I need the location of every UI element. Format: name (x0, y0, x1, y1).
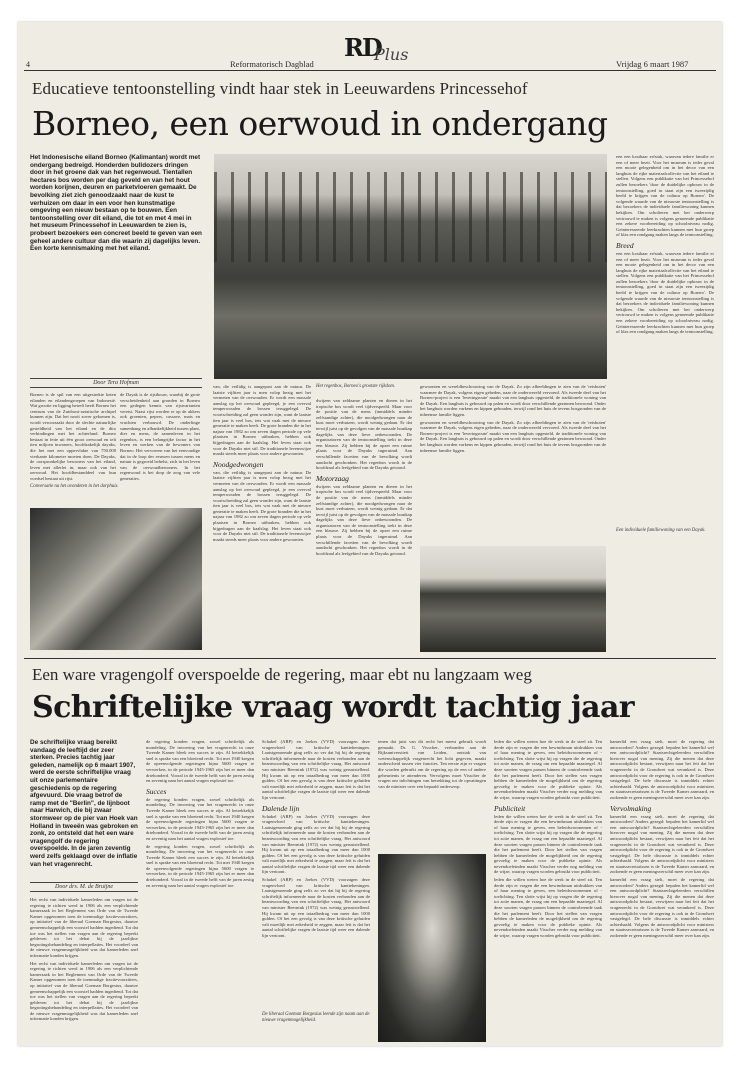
column-text: kamerlid een vraag stelt, moet de regering dat antwoorden? Anders gezegd: bepalen het kamerlid wel een antwoordplicht? Staatsrechtgeleerden verschillen hierover nogal van mening. Zij die menen dat deze antwoordplicht bestaat, verwijzen naar het feit dat het vragenrecht in de Grondwet wat verankerd is. Deze antwoordplicht voor de regering is ook in de Grondwet vastgelegd. De hele discussie is inmiddels echter achterhaald. Volgens de antwoordplicht voor ministers en staatssecretarissen is de Tweede Kamer aanvaard, en zodoende er geen meningsverschil meer over kan zijn. (610, 877, 714, 938)
issue-date: Vrijdag 6 maart 1987 (616, 59, 689, 69)
photo-caption-conversation: Conversatie na het avondeten in het dorphuis. (30, 484, 119, 489)
column-text: Het recht van individuele kamerleden om vragen tot de regering te richten werd in 1906 als een verplichtende kamerzaak in het Reglement van Orde van de Tweede Kamer opgenomen toen de toenmalige fractievoorzitters, op initiatief van de liberaal Goeman Borgesius, daartoe gemeenschappelijk een voorstel hadden ingediend. Tot dat toe was het stellen van vragen aan de regering beperkt gebleven tot het debat bij de jaarlijkse begrotingsbehandeling en interpellaties. Het voordeel van de nieuwe vragenmogelijkheid was dat kamerleden snel informatie konden krijgen. (30, 960, 138, 1022)
article1-byline: Door Tera Hofman (30, 378, 202, 388)
subhead-dalende-lijn: Dalende lijn (262, 803, 300, 813)
column-text: de regering konden vragen, zowel schriftelijk als mondeling. De invoering van het vragenrecht in onze Tweede Kamer bleek een succes te zijn. Al betrekkelijk snel is sprake van een bloeiend recht. Tot met 1940 kregen de opeenvolgende regeringen bijna 5600 vragen te verwerken, in de periode 1945-1965 zijn het er meer dan driehonderd. Vooral in de tweede helft van de jaren zestig en zeventig nam het aantal vragen explosief toe. (146, 843, 254, 888)
newspaper-name: Reformatorisch Dagblad (230, 59, 314, 69)
column-text: leden die willen weten hoe de werk in de steel zit. Ten derde zijn er vragen die een bewindsman uitdrukken van of haar mening te geven, een beleidsvoornemen of -toelichting. Ten slotte wijst hij op vragen die de regering tot actie manen, de vraag om een bepaalde maatregel. Al deze soorten vragen passen binnen de controlerende taak die het parlement heeft. Door het stellen van vragen hebben de kamerleden de mogelijkheid om de regering gevoelig te maken voor de publieke opinie. Als nevendoeleinden maakt Visscher verder nog melding van de wijze, waarop vragen worden gebruikt voor publiciteit. (494, 813, 602, 875)
article1-column-5 (420, 384, 606, 544)
article1-lead: Het Indonesische eiland Borneo (Kalimantan) wordt met ondergang bedreigd. Honderden bulldozers dringen door in het groene dak van het regenwoud. Tientallen hectares bos worden per dag geveld en van het hout worden korijnen, deuren en parketvloeren gemaakt. De bevolking ziet zich genoodzaakt naar de kust te verhuizen om daar in een voor hen kunstmatige omgeving een nieuw bestaan op te bouwen. Een tentoonstelling over dit eiland, die tot en met 4 mei in het museum Princessehof in Leeuwarden te zien is, probeert bezoekers een concreet beeld te geven van een geheel andere cultuur dan die waarin zij dagelijks leven. Een korte kennismaking met het eiland. (30, 154, 202, 253)
subhead-motorzaag: Motorzaag (316, 473, 349, 483)
article2-kicker: Een ware vragengolf overspoelde de regering, maar ebt nu langzaam weg (32, 665, 532, 684)
column-text: leden die willen weten hoe de werk in de steel zit. Ten derde zijn er vragen die een bewindsman uitdrukken van of haar mening te geven, een beleidsvoornemen of -toelichting. Ten slotte wijst hij op vragen die de regering tot actie manen, de vraag om een bepaalde maatregel. Al deze soorten vragen passen binnen de controlerende taak die het parlement heeft. Door het stellen van vragen hebben de kamerleden de mogelijkheid om de regering gevoelig te maken voor de publieke opinie. Als nevendoeleinden maakt Visscher verder nog melding van de wijze, waarop vragen worden gebruikt voor publiciteit. (494, 877, 602, 938)
column-text: de regering konden vragen, zowel schriftelijk als mondeling. De invoering van het vragenrecht in onze Tweede Kamer bleek een succes te zijn. Al betrekkelijk snel is sprake van een bloeiend recht. Tot met 1940 kregen de opeenvolgende regeringen bijna 5600 vragen te verwerken, in de periode 1945-1965 zijn het er meer dan driehonderd. Vooral in de tweede helft van de jaren zestig en zeventig nam het aantal vragen explosief toe. (146, 796, 254, 841)
article2-column-6 (610, 739, 714, 1042)
column-text: Schakel (ARP) en Joekes (VVD) voorzagen deze vragenvloed van kritische kanttekeningen. Laatstgenoemde ging zelfs zo ver dat hij bij de regering schriftelijk informeerde naar de kosten verbonden aan de beantwoording van een schriftelijke vraag. Het antwoord van minister Beernink (1972) was weinig geruststellend. Hij kwam uit op een totaalbedrag van meer dan 1000 gulden. Of het een gevolg is van deze kritische geluiden valt moeilijk met zekerheid te zeggen, maar feit is dat het aantal schriftelijke vragen de laatste tijd weer een dalende lijn vertoont. (262, 877, 370, 938)
masthead-logo-plus: Plus (374, 45, 409, 64)
page-number: 4 (26, 60, 30, 69)
article1-column-1 (30, 392, 116, 481)
article2-column-5 (494, 739, 602, 1042)
column-text: de Dayak is de rijstbouw, waarbij de grote verscheidenheid aan gronden in Borneo een gedegen kennis van rijstvarianten vereist. Naast rijst worden er op de akkers ook groenten, pepers, cassave, mais en vruchten verbouwd. De onderlinge samenhang en afhankelijkheid tussen plant, dier en mens, de samenleven in het regenbos, is een belangrijke factor in het leven en werken van de bewoners van Borneo. Het vervoeren van het eenvoudige dat in de loop der eeuwen tussen mens en natuur is gegroeid behelst, zich in het leven van de oerwoudbewoners. In het regenwoud is het dorp de zorg van vele generaties. (120, 392, 200, 481)
column-text: dwijzen van zeldzame planten en dieren in het tropische bos wordt veel tijdverspeeld. Maar voor de positie van de mens (inmiddels minder zelfstandige achter), die noodgedwongen naar de kust moet verhuizen, wordt weinig gedaan. Er dat terwijl juist op de gevolgen van de massale houtkap dagelijks van deze lieve onbewoonden. De organisatoren van de tentoonstelling trekt in deze een blauwe. Zij hebben bij de opzet een ruime plaats voor de Dayaks ingeruimd. Aan verschillende facetten van de bevolking wordt aandacht geschonken. Het regenbos wordt in de hoofdzaal als leefgebied van de Dayaks getoond. (316, 483, 412, 556)
column-text: leden die willen weten hoe de werk in de steel zit. Ten derde zijn er vragen die een bewindsman uitdrukken van of haar mening te geven, een beleidsvoornemen of -toelichting. Ten slotte wijst hij op vragen die de regering tot actie manen, de vraag om een bepaalde maatregel. Al deze soorten vragen passen binnen de controlerende taak die het parlement heeft. Door het stellen van vragen hebben de kamerleden de mogelijkheid om de regering gevoelig te maken voor de publieke opinie. Als nevendoeleinden maakt Visscher verder nog melding van de wijze, waarop vragen worden gebruikt voor publiciteit. (494, 739, 602, 800)
subhead-noodgedwongen: Noodgedwongen (213, 459, 264, 469)
article2-column-4 (378, 739, 486, 851)
article2-column-2 (146, 739, 254, 1042)
subhead-succes: Succes (146, 786, 167, 796)
newspaper-page (18, 22, 722, 1046)
masthead-logo-letters: RD (344, 33, 381, 62)
header-rule (24, 70, 716, 71)
article1-column-2 (120, 392, 200, 507)
column-text: Het recht van individuele kamerleden om vragen tot de regering te richten werd in 1906 als een verplichtende kamerzaak in het Reglement van Orde van de Tweede Kamer opgenomen toen de toenmalige fractievoorzitters, op initiatief van de liberaal Goeman Borgesius, daartoe gemeenschappelijk een voorstel hadden ingediend. Tot dat toe was het stellen van vragen aan de regering beperkt gebleven tot het debat bij de jaarlijkse begrotingsbehandeling en interpellaties. Het voordeel van de nieuwe vragenmogelijkheid was dat kamerleden snel informatie konden krijgen. (30, 897, 138, 958)
photo-caption-house: Een individuele familiewoning van een Dayak. (616, 528, 706, 533)
column-text: dwijzen van zeldzame planten en dieren in het tropische bos wordt veel tijdverspeeld. Maar voor de positie van de mens (inmiddels minder zelfstandige achter), die noodgedwongen naar de kust moet verhuizen, wordt weinig gedaan. Er dat terwijl juist op de gevolgen van de massale houtkap dagelijks van deze lieve onbewoonden. De organisatoren van de tentoonstelling trekt in deze een blauwe. Zij hebben bij de opzet een ruime plaats voor de Dayaks ingeruimd. Aan verschillende facetten van de bevolking wordt aandacht geschonken. Het regenbos wordt in de hoofdzaal als leefgebied van de Dayaks getoond. (316, 398, 412, 471)
column-text: de regering konden vragen, zowel schriftelijk als mondeling. De invoering van het vragenrecht in onze Tweede Kamer bleek een succes te zijn. Al betrekkelijk snel is sprake van een bloeiend recht. Tot met 1940 kregen de opeenvolgende regeringen bijna 5600 vragen te verwerken, in de periode 1945-1965 zijn het er meer dan driehonderd. Vooral in de tweede helft van de jaren zestig en zeventig nam het aantal vragen explosief toe. (146, 739, 254, 784)
article1-kicker: Educatieve tentoonstelling vindt haar stek in Leeuwardens Princessehof (32, 79, 528, 98)
column-text: tenen dat juist van dit recht het meest gebruik wordt gemaakt. Dr. G. Visscher, verbonden aan de Rijksuniversiteit van Leiden, ontstak van wetenschappelijk vragenrecht het licht gegeven, maakt onderscheid tussen vier functies. Ten eerste zijn er vragen die worden gebruikt om de regering op de een of andere gebeurtenis te attenderen. Vervolgens moet Visscher de vragen om inlichtingen van betrekking tot de opvattingen van de minister over een bepaald onderwerp. (378, 739, 486, 789)
column-text: een een kostbaar erfstuk, waarvan iedere familie er een of meer bezit. Voor het museum is ieder geval een mooie gelegenheid om in het decor van een langhuis de rijke materiaalcollectie van het eiland te stellen. Volgens een publikatie van het Princessehof zullen bezoekers 'door de duidelijke opbouw in de tentoonstelling, goed in staat zijn een tweezijdig beeld te krijgen van de cultuur op Borneo'. De volgende waarde van de nieuwste tentoonstelling is dat bezoekers de individuele familiewoning kunnen bekijken. Om scholieren met het onderwerp vertrouwd te maken is volgens genoemde publikatie een zekere voorbereiding op schoolniveau nodig. Geïnteresseerde leerkrachten kunnen met hun groep of klas een rondgang maken langs de tentoonstelling. (616, 250, 714, 335)
column-text: gewoonten en wereldbeschouwing van de Dayak. Zo zijn afbeeldingen te zien van de 'reisboten' waarmee de Dayak, volgens eigen gebeden, naar de onderwereld vervoerd. Als tweede deel van het Borneo-project is een 'leveringroute' maakt van een langhuis opgesteld, de traditionele woning van de Dayak. Een langhuis is gebouwd op palen en wordt door verschillende gezinnen bewoond. Onder het langhuis worden varkens en kippen gehouden, terwijl rond het huis de tevens bosgronden van de inheemse familie liggen. (420, 384, 606, 417)
column-text: Schakel (ARP) en Joekes (VVD) voorzagen deze vragenvloed van kritische kanttekeningen. Laatstgenoemde ging zelfs zo ver dat hij bij de regering schriftelijk informeerde naar de kosten verbonden aan de beantwoording van een schriftelijke vraag. Het antwoord van minister Beernink (1972) was weinig geruststellend. Hij kwam uit op een totaalbedrag van meer dan 1000 gulden. Of het een gevolg is van deze kritische geluiden valt moeilijk met zekerheid te zeggen, maar feit is dat het aantal schriftelijke vragen de laatste tijd weer een dalende lijn vertoont. (262, 739, 370, 800)
article1-column-6 (616, 154, 714, 524)
article-divider (24, 658, 716, 659)
subhead-breed: Breed (616, 240, 634, 250)
conversation-photo (30, 508, 202, 650)
article2-column-1 (30, 897, 138, 1042)
tree-silhouettes (214, 172, 607, 262)
masthead-logo (340, 33, 409, 66)
column-text: gewoonten en wereldbeschouwing van de Dayak. Zo zijn afbeeldingen te zien van de 'reisboten' waarmee de Dayak, volgens eigen gebeden, naar de onderwereld vervoerd. Als tweede deel van het Borneo-project is een 'leveringroute' maakt van een langhuis opgesteld, de traditionele woning van de Dayak. Een langhuis is gebouwd op palen en wordt door verschillende gezinnen bewoond. Onder het langhuis worden varkens en kippen gehouden, terwijl rond het huis de tevens bosgronden van de inheemse familie liggen. (420, 419, 606, 453)
article1-column-4 (316, 398, 412, 652)
column-text: kamerlid een vraag stelt, moet de regering dat antwoorden? Anders gezegd: bepalen het kamerlid wel een antwoordplicht? Staatsrechtgeleerden verschillen hierover nogal van mening. Zij die menen dat deze antwoordplicht bestaat, verwijzen naar het feit dat het vragenrecht in de Grondwet wat verankerd is. Deze antwoordplicht voor de regering is ook in de Grondwet vastgelegd. De hele discussie is inmiddels echter achterhaald. Volgens de antwoordplicht voor ministers en staatssecretarissen is de Tweede Kamer aanvaard, en zodoende er geen meningsverschil meer over kan zijn. (610, 813, 714, 875)
subhead-vervolmaking: Vervolmaking (610, 803, 652, 813)
article2-headline: Schriftelijke vraag wordt tachtig jaar (32, 690, 635, 725)
column-text: Borneo is de spil van een uitgestrekte keten eilanden en eilandengroepen van Indonesië. Wat grootte en ligging betreft heeft Borneo het centrum van de Zuidoost-aziatische archipel kunnen zijn. Dat het nooit zover gekomen is, wordt veroorzaakt door de slechte natuurlijke gesteldheid van het eiland en de dito verbindingen met het achterland. Borneo bestaat in feite uit één groot oerwoud en telt tien miljoen inwoners, hoofdzakelijk dayaks, die het met een oppervlakte van 750.000 vierkante kilometer moeten doen. De Dayaks, de oorspronkelijke bewoners van het eiland, leven met allerlei in, maar ook van het oerwoud. Het hoofdbestanddeel van hun voedsel bestaat uit rijst. (30, 392, 116, 481)
article2-byline: Door drs. M. de Bruijne (30, 882, 138, 892)
dayak-house-photo (420, 546, 606, 652)
article1-headline: Borneo, een oerwoud in ondergang (32, 104, 608, 143)
photo-caption-rainforest: Het regenbos, Borneo's grootste rijkdom. (316, 384, 396, 389)
article2-column-3 (262, 739, 370, 1009)
borgesius-portrait (378, 854, 486, 1042)
photo-caption-borgesius: De liberaal Goeman Borgesius leende zijn naam aan de nieuwe vragenmogelijkheid. (262, 1012, 370, 1023)
subhead-publiciteit: Publiciteit (494, 803, 526, 813)
article1-column-3 (213, 384, 311, 652)
column-text: Schakel (ARP) en Joekes (VVD) voorzagen deze vragenvloed van kritische kanttekeningen. Laatstgenoemde ging zelfs zo ver dat hij bij de regering schriftelijk informeerde naar de kosten verbonden aan de beantwoording van een schriftelijke vraag. Het antwoord van minister Beernink (1972) was weinig geruststellend. Hij kwam uit op een totaalbedrag van meer dan 1000 gulden. Of het een gevolg is van deze kritische geluiden valt moeilijk met zekerheid te zeggen, maar feit is dat het aantal schriftelijke vragen de laatste tijd weer een dalende lijn vertoont. (262, 813, 370, 875)
column-text: van, die veilidig is aangepast aan de natuur. De laatste vijftien jaar is men volop bezig met het vermeten van de oerwouden. Er wordt een massale aanslag op het oerwoud gepleegd, je een overval temperwouden de bossen teruggelegd. De voortschreiding zal geen wonder zijn, want de laatste tien jaar is veel bos, iets wat vaak met de nieuwe generatie te maken heeft. De grote branden die in het najaar van 1982 zo om zeven dagen periode op vele plaatsen in Borneo uitbraken, hebben ook bijgedragen aan de kaalslag. Het leven staat ook voor de Dayaks niet stil. De traditionele levenswijze maakt steeds meer plaats voor andere gewoonten. (213, 384, 311, 457)
article2-lead: De schriftelijke vraag bereikt vandaag de leeftijd der zeer sterken. Precies tachtig jaar geleden, namelijk op 6 maart 1907, werd de eerste schriftelijke vraag uit onze parlementaire geschiedenis op de regering afgevuurd. Die vraag betrof de ramp met de "Berlin", de lijnboot naar Harwich, die bij zwaar stormweer op de pier van Hoek van Holland in tweeën was gebroken en zonk, zo ontsteld dat het een ware vragengolf de regering overspoelde. In de jaren zeventig werd zelfs geklaagd over de inflatie van het vragenrecht. (30, 739, 138, 868)
column-text: een een kostbaar erfstuk, waarvan iedere familie er een of meer bezit. Voor het museum is ieder geval een mooie gelegenheid om in het decor van een langhuis de rijke materiaalcollectie van het eiland te stellen. Volgens een publikatie van het Princessehof zullen bezoekers 'door de duidelijke opbouw in de tentoonstelling, goed in staat zijn een tweezijdig beeld te krijgen van de cultuur op Borneo'. De volgende waarde van de nieuwste tentoonstelling is dat bezoekers de individuele familiewoning kunnen bekijken. Om scholieren met het onderwerp vertrouwd te maken is volgens genoemde publikatie een zekere voorbereiding op schoolniveau nodig. Geïnteresseerde leerkrachten kunnen met hun groep of klas een rondgang maken langs de tentoonstelling. (616, 154, 714, 238)
column-text: kamerlid een vraag stelt, moet de regering dat antwoorden? Anders gezegd: bepalen het kamerlid wel een antwoordplicht? Staatsrechtgeleerden verschillen hierover nogal van mening. Zij die menen dat deze antwoordplicht bestaat, verwijzen naar het feit dat het vragenrecht in de Grondwet wat verankerd is. Deze antwoordplicht voor de regering is ook in de Grondwet vastgelegd. De hele discussie is inmiddels echter achterhaald. Volgens de antwoordplicht voor ministers en staatssecretarissen is de Tweede Kamer aanvaard, en zodoende er geen meningsverschil meer over kan zijn. (610, 739, 714, 800)
column-text: van, die veilidig is aangepast aan de natuur. De laatste vijftien jaar is men volop bezig met het vermeten van de oerwouden. Er wordt een massale aanslag op het oerwoud gepleegd, je een overval temperwouden de bossen teruggelegd. De voortschreiding zal geen wonder zijn, want de laatste tien jaar is veel bos, iets wat vaak met de nieuwe generatie te maken heeft. De grote branden die in het najaar van 1982 zo om zeven dagen periode op vele plaatsen in Borneo uitbraken, hebben ook bijgedragen aan de kaalslag. Het leven staat ook voor de Dayaks niet stil. De traditionele levenswijze maakt steeds meer plaats voor andere gewoonten. (213, 469, 311, 542)
